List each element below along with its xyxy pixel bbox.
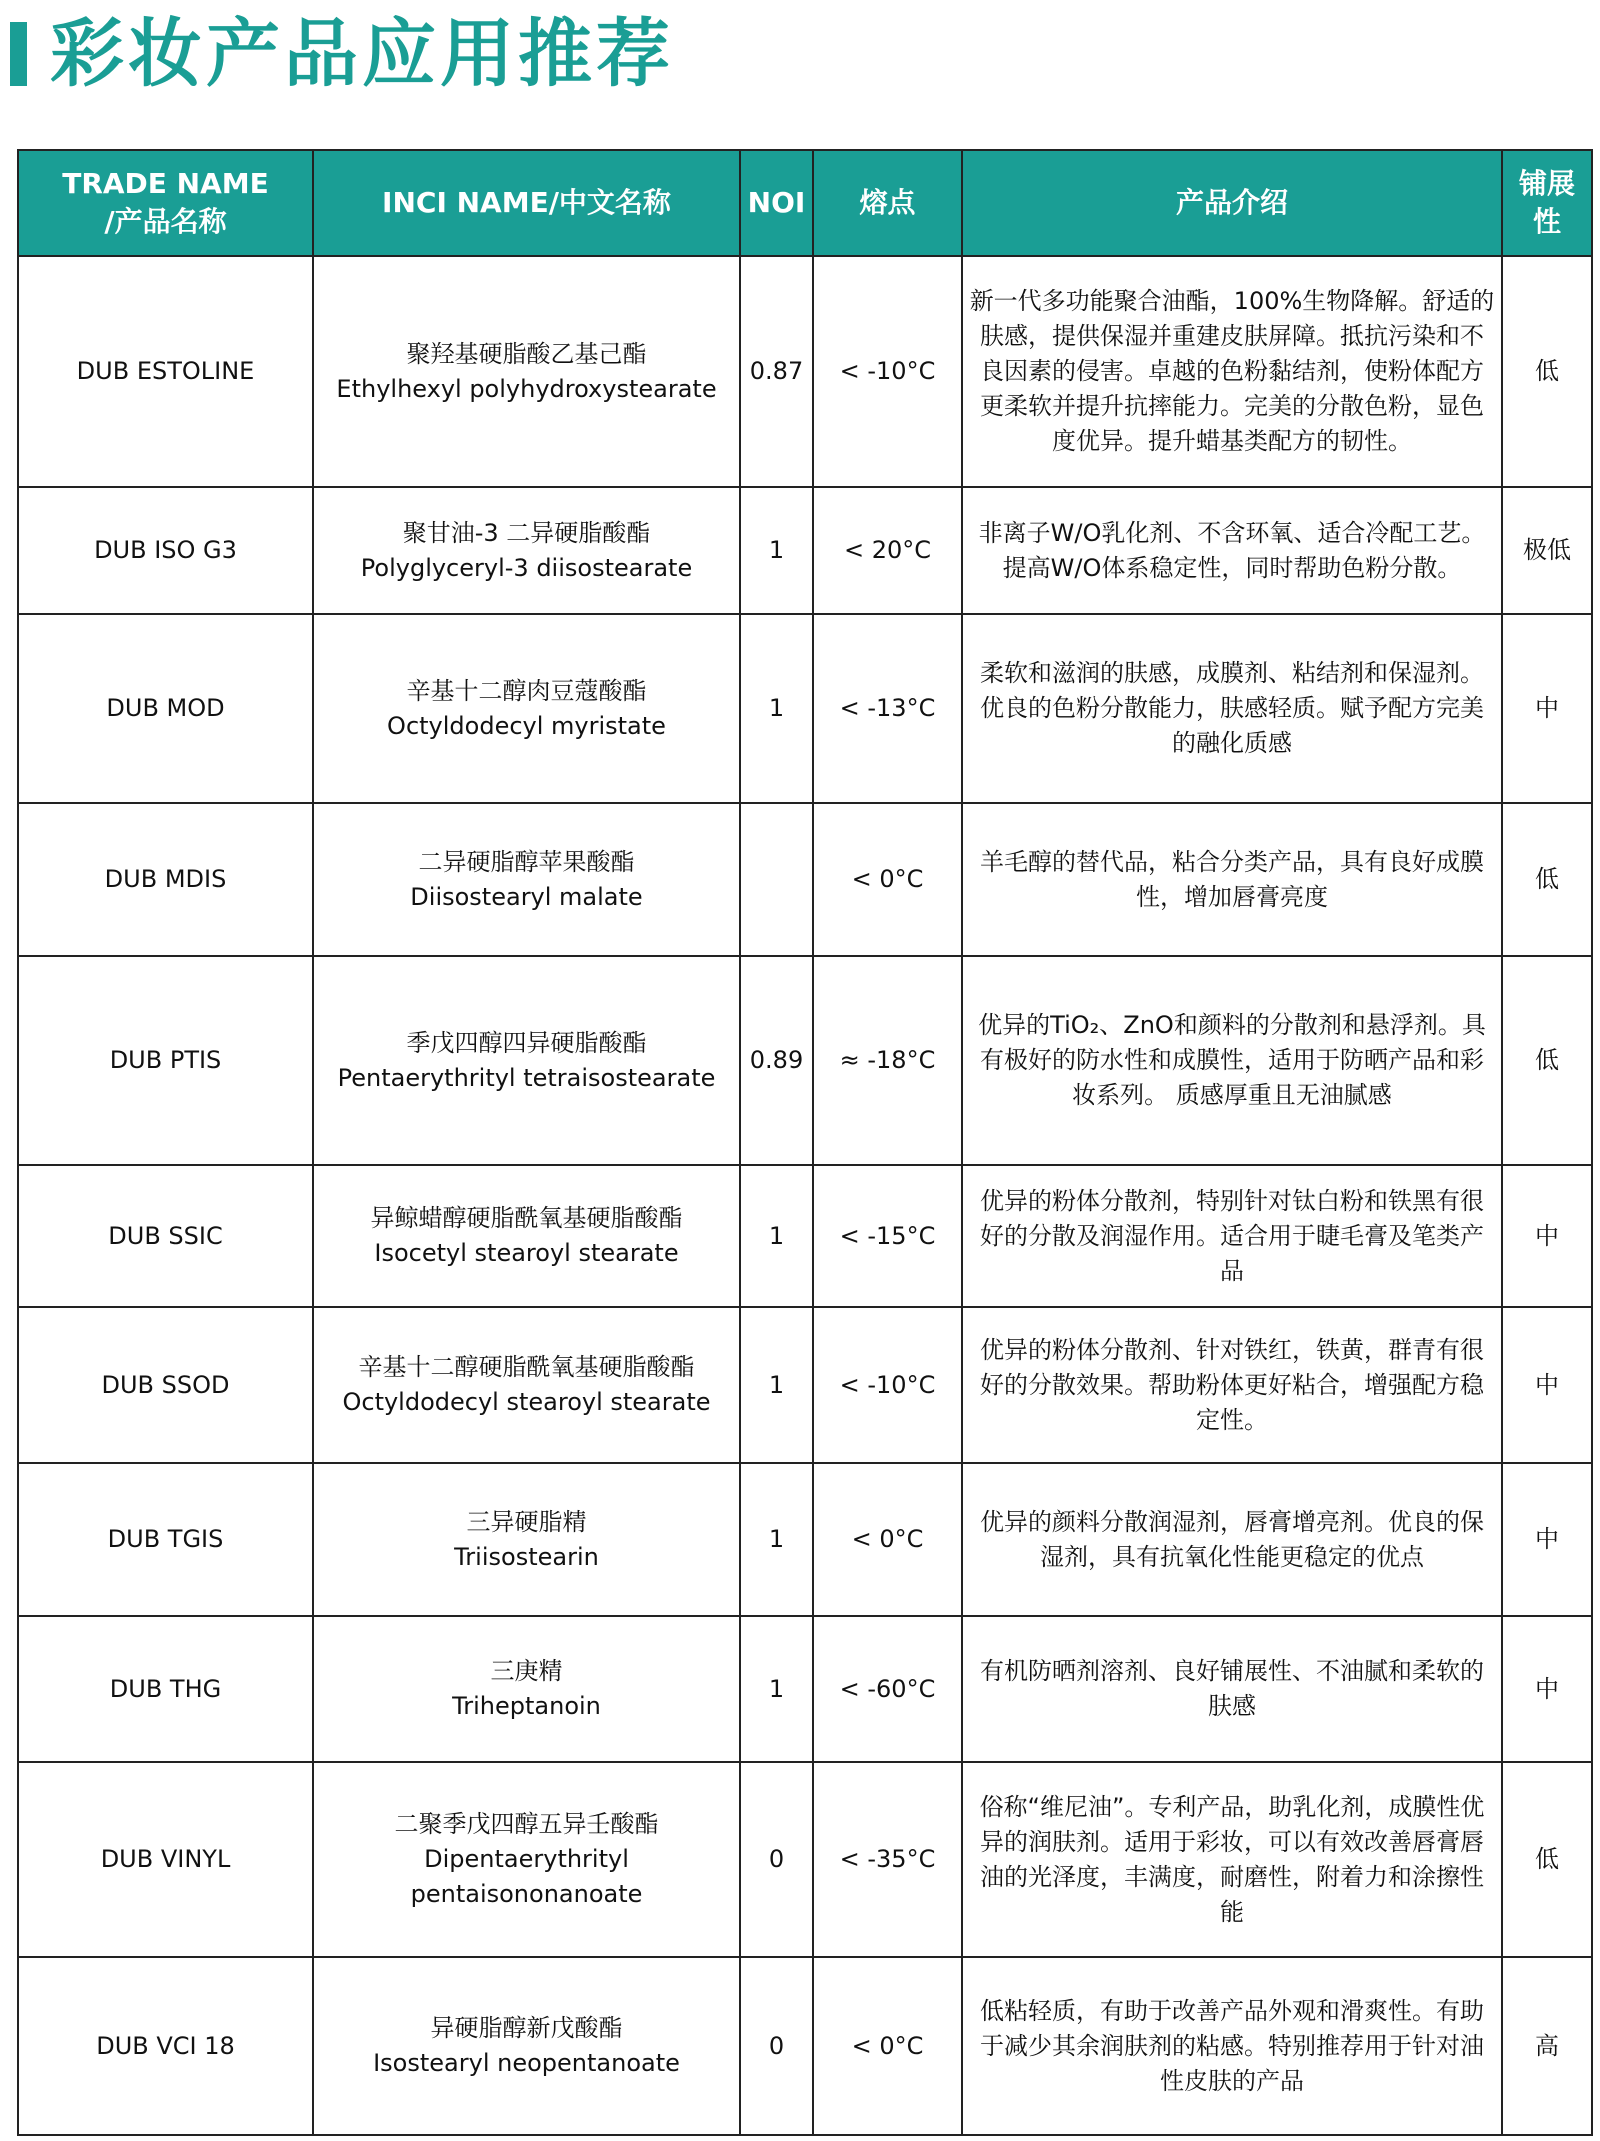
table-row xyxy=(18,256,1592,487)
table-row xyxy=(18,1463,1592,1616)
trade-name-cell: DUB ESTOLINE xyxy=(18,256,313,487)
melting-point-cell: < -13°C xyxy=(813,614,962,803)
inci-chinese-name: 二异硬脂醇苹果酸酯 xyxy=(418,847,635,876)
header-melting-point: 熔点 xyxy=(813,150,962,256)
inci-name-cell xyxy=(313,1616,740,1762)
intro-cell: 优异的TiO₂、ZnO和颜料的分散剂和悬浮剂。具有极好的防水性和成膜性，适用于防晒产品和彩妆系列。 质感厚重且无油腻感 xyxy=(962,956,1502,1165)
intro-cell: 羊毛醇的替代品，粘合分类产品，具有良好成膜性，增加唇膏亮度 xyxy=(962,803,1502,956)
inci-name-cell xyxy=(313,487,740,614)
melting-point-cell: < -10°C xyxy=(813,1307,962,1463)
inci-chinese-name: 辛基十二醇肉豆蔻酸酯 xyxy=(406,676,647,705)
noi-cell: 0 xyxy=(740,1762,813,1957)
trade-name-cell: DUB TGIS xyxy=(18,1463,313,1616)
table-row xyxy=(18,956,1592,1165)
inci-chinese-name: 聚羟基硬脂酸乙基己酯 xyxy=(406,339,647,368)
inci-name-cell xyxy=(313,1463,740,1616)
intro-cell: 柔软和滋润的肤感，成膜剂、粘结剂和保湿剂。优良的色粉分散能力，肤感轻质。赋予配方完美的融化质感 xyxy=(962,614,1502,803)
intro-cell: 低粘轻质，有助于改善产品外观和滑爽性。有助于减少其余润肤剂的粘感。特别推荐用于针对油性皮肤的产品 xyxy=(962,1957,1502,2135)
inci-english-name: Ethylhexyl polyhydroxystearate xyxy=(336,374,717,403)
header-inci-name: INCI NAME/中文名称 xyxy=(313,150,740,256)
inci-chinese-name: 异硬脂醇新戊酸酯 xyxy=(430,2014,623,2042)
table-row xyxy=(18,1307,1592,1463)
spreadability-cell: 极低 xyxy=(1502,487,1592,614)
intro-cell: 优异的粉体分散剂，特别针对钛白粉和铁黑有很好的分散及润湿作用。适合用于睫毛膏及笔类产品 xyxy=(962,1165,1502,1307)
header-noi: NOI xyxy=(740,150,813,256)
table-row xyxy=(18,803,1592,956)
header-trade-name: TRADE NAME /产品名称 xyxy=(18,150,313,256)
spreadability-cell: 中 xyxy=(1502,1165,1592,1307)
inci-name-cell xyxy=(313,956,740,1165)
noi-cell: 1 xyxy=(740,1616,813,1762)
trade-name-cell: DUB THG xyxy=(18,1616,313,1762)
intro-cell: 有机防晒剂溶剂、良好铺展性、不油腻和柔软的肤感 xyxy=(962,1616,1502,1762)
table-row xyxy=(18,487,1592,614)
table-row xyxy=(18,1616,1592,1762)
inci-name-cell xyxy=(313,1762,740,1957)
trade-name-cell: DUB ISO G3 xyxy=(18,487,313,614)
trade-name-cell: DUB VINYL xyxy=(18,1762,313,1957)
trade-name-cell: DUB VCI 18 xyxy=(18,1957,313,2135)
noi-cell: 0.89 xyxy=(740,956,813,1165)
title-area xyxy=(0,0,1600,110)
intro-cell: 优异的粉体分散剂、针对铁红，铁黄，群青有很好的分散效果。帮助粉体更好粘合，增强配方稳定性。 xyxy=(962,1307,1502,1463)
inci-english-name: Isostearyl neopentanoate xyxy=(373,2049,680,2077)
melting-point-cell: < -60°C xyxy=(813,1616,962,1762)
melting-point-cell: < 0°C xyxy=(813,1463,962,1616)
spreadability-cell: 低 xyxy=(1502,803,1592,956)
melting-point-cell: < 0°C xyxy=(813,803,962,956)
inci-name-cell xyxy=(313,803,740,956)
table-row xyxy=(18,1762,1592,1957)
noi-cell: 1 xyxy=(740,1165,813,1307)
intro-cell: 俗称“维尼油”。专利产品，助乳化剂，成膜性优异的润肤剂。适用于彩妆，可以有效改善唇膏唇油的光泽度，丰满度，耐磨性，附着力和涂擦性能 xyxy=(962,1762,1502,1957)
noi-cell xyxy=(740,803,813,956)
spreadability-cell: 中 xyxy=(1502,1463,1592,1616)
inci-english-name: Octyldodecyl stearoyl stearate xyxy=(342,1388,711,1416)
trade-name-cell: DUB MOD xyxy=(18,614,313,803)
spreadability-cell: 低 xyxy=(1502,256,1592,487)
inci-english-name: Octyldodecyl myristate xyxy=(387,711,666,740)
spreadability-cell: 中 xyxy=(1502,1616,1592,1762)
spreadability-cell: 低 xyxy=(1502,1762,1592,1957)
inci-name-cell xyxy=(313,1957,740,2135)
trade-name-cell: DUB MDIS xyxy=(18,803,313,956)
inci-name-cell xyxy=(313,1165,740,1307)
table-row xyxy=(18,614,1592,803)
inci-english-name: Polyglyceryl-3 diisostearate xyxy=(360,553,693,582)
trade-name-cell: DUB SSIC xyxy=(18,1165,313,1307)
table-row xyxy=(18,1957,1592,2135)
header-spreadability: 铺展 性 xyxy=(1502,150,1592,256)
inci-chinese-name: 三异硬脂精 xyxy=(466,1507,587,1536)
melting-point-cell: < -35°C xyxy=(813,1762,962,1957)
inci-chinese-name: 二聚季戊四醇五异壬酸酯 xyxy=(394,1810,659,1838)
inci-chinese-name: 三庚精 xyxy=(490,1657,563,1685)
noi-cell: 1 xyxy=(740,487,813,614)
page-title: 彩妆产品应用推荐 xyxy=(50,11,674,97)
product-table xyxy=(17,149,1593,2136)
noi-cell: 0.87 xyxy=(740,256,813,487)
melting-point-cell: < 0°C xyxy=(813,1957,962,2135)
noi-cell: 1 xyxy=(740,1463,813,1616)
table-row xyxy=(18,1165,1592,1307)
intro-cell: 新一代多功能聚合油酯，100%生物降解。舒适的肤感，提供保湿并重建皮肤屏障。抵抗污染和不良因素的侵害。卓越的色粉黏结剂，使粉体配方更柔软并提升抗摔能力。完美的分散色粉，显色度优异。提升蜡基类配方的韧性。 xyxy=(962,256,1502,487)
inci-chinese-name: 聚甘油-3 二异硬脂酸酯 xyxy=(402,518,651,547)
inci-name-cell xyxy=(313,256,740,487)
melting-point-cell: < 20°C xyxy=(813,487,962,614)
spreadability-cell: 高 xyxy=(1502,1957,1592,2135)
title-accent-bar xyxy=(10,22,27,86)
header-intro: 产品介绍 xyxy=(962,150,1502,256)
inci-english-name: Triisostearin xyxy=(454,1542,599,1571)
inci-chinese-name: 辛基十二醇硬脂酰氧基硬脂酸酯 xyxy=(358,1353,695,1381)
melting-point-cell: ≈ -18°C xyxy=(813,956,962,1165)
intro-cell: 优异的颜料分散润湿剂，唇膏增亮剂。优良的保湿剂，具有抗氧化性能更稳定的优点 xyxy=(962,1463,1502,1616)
spreadability-cell: 低 xyxy=(1502,956,1592,1165)
trade-name-cell: DUB SSOD xyxy=(18,1307,313,1463)
spreadability-cell: 中 xyxy=(1502,614,1592,803)
noi-cell: 1 xyxy=(740,1307,813,1463)
melting-point-cell: < -10°C xyxy=(813,256,962,487)
intro-cell: 非离子W/O乳化剂、不含环氧、适合冷配工艺。提高W/O体系稳定性，同时帮助色粉分散。 xyxy=(962,487,1502,614)
table-header-row xyxy=(18,150,1592,256)
noi-cell: 0 xyxy=(740,1957,813,2135)
melting-point-cell: < -15°C xyxy=(813,1165,962,1307)
noi-cell: 1 xyxy=(740,614,813,803)
inci-chinese-name: 季戊四醇四异硬脂酸酯 xyxy=(406,1028,647,1057)
inci-english-name: Triheptanoin xyxy=(452,1692,601,1720)
inci-english-name: Isocetyl stearoyl stearate xyxy=(374,1239,679,1267)
inci-chinese-name: 异鲸蜡醇硬脂酰氧基硬脂酸酯 xyxy=(370,1204,683,1232)
inci-english-name: Dipentaerythrityl pentaisononanoate xyxy=(410,1845,643,1908)
spreadability-cell: 中 xyxy=(1502,1307,1592,1463)
inci-name-cell xyxy=(313,614,740,803)
inci-english-name: Pentaerythrityl tetraisostearate xyxy=(337,1063,716,1092)
inci-english-name: Diisostearyl malate xyxy=(410,882,643,911)
trade-name-cell: DUB PTIS xyxy=(18,956,313,1165)
inci-name-cell xyxy=(313,1307,740,1463)
